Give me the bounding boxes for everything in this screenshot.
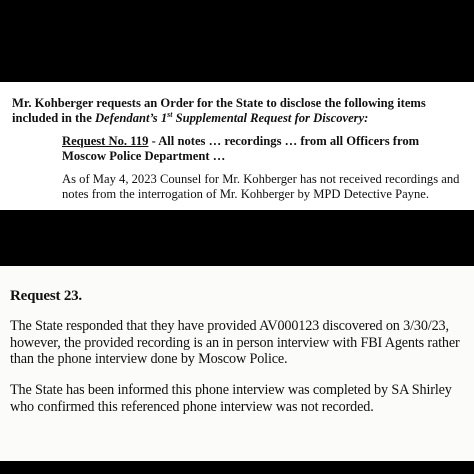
paragraph-phone-interview: The State has been informed this phone interview was completed by SA Shirley who confirmed this referenced phone interview was not recorded. bbox=[10, 382, 452, 415]
request-status: As of May 4, 2023 Counsel for Mr. Kohberger has not received recordings and notes from the interrogation of Mr. Kohberger by MPD Detective Payne. bbox=[62, 172, 460, 201]
document-excerpt-top bbox=[0, 82, 474, 210]
ordinal-suffix: st bbox=[167, 109, 173, 119]
request-description: - All notes … recordings … from all Officers from Moscow Police Department … bbox=[62, 134, 420, 163]
paragraph-state-response: The State responded that they have provided AV000123 discovered on 3/30/23, however, the provided recording is an in person interview with FBI Agents rather than the phone interview done by Moscow Police. bbox=[10, 318, 460, 367]
request-intro-text: Mr. Kohberger requests an Order for the State to disclose the following items included in the bbox=[12, 96, 426, 125]
section-heading: Request 23. bbox=[10, 288, 82, 304]
document-excerpt-bottom bbox=[0, 266, 474, 461]
document-title-part-b: Supplemental Request for Discovery: bbox=[172, 111, 369, 125]
document-title-part-a: Defendant’s 1 bbox=[94, 111, 168, 125]
request-intro-document-title bbox=[95, 111, 368, 125]
request-intro bbox=[12, 96, 468, 126]
request-item bbox=[62, 134, 462, 164]
request-number: Request No. 119 bbox=[62, 134, 149, 148]
